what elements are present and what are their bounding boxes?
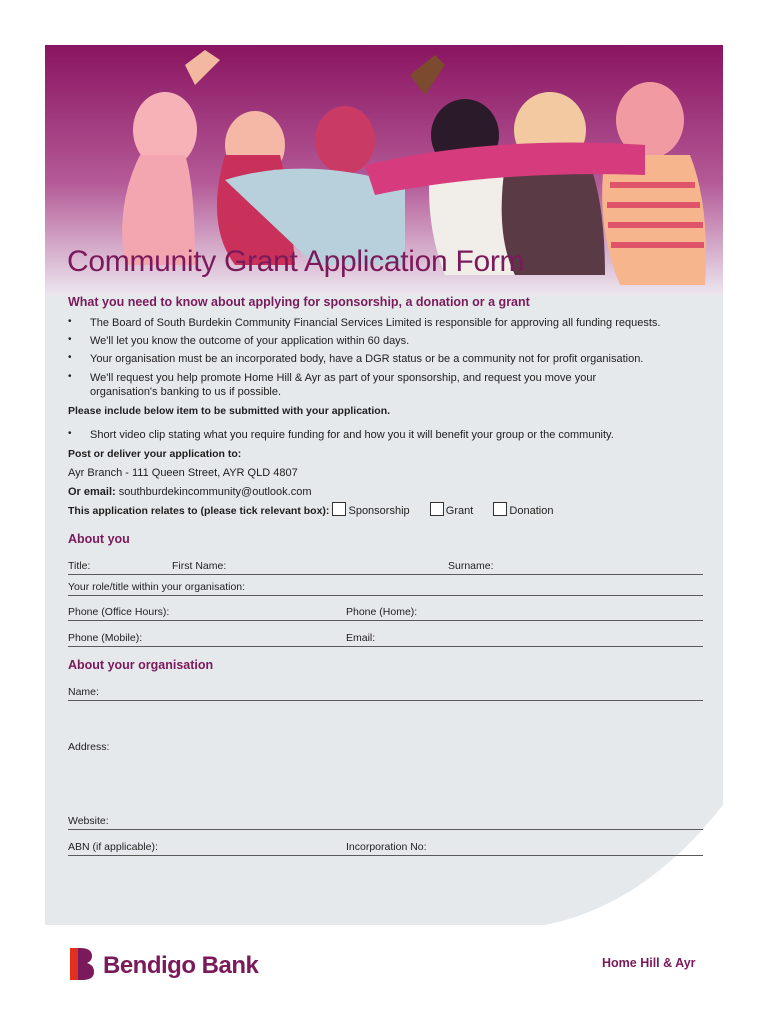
branch-name: Home Hill & Ayr <box>602 956 696 970</box>
org-name-label: Name: <box>68 686 99 698</box>
surname-label: Surname: <box>448 560 494 572</box>
donation-checkbox[interactable] <box>493 502 507 516</box>
about-you-fields <box>68 560 708 660</box>
donation-label: Donation <box>509 505 554 517</box>
need-to-know-heading: What you need to know about applying for sponsorship, a donation or a grant <box>68 295 530 309</box>
about-org-heading: About your organisation <box>68 658 214 672</box>
post-address: Ayr Branch - 111 Queen Street, AYR QLD 4807 <box>68 467 298 479</box>
org-name-field[interactable] <box>68 700 703 701</box>
title-label: Title: <box>68 560 91 572</box>
include-heading: Please include below item to be submitted with your application. <box>68 405 391 417</box>
email-label: Or email: <box>68 486 116 498</box>
first-name-label: First Name: <box>172 560 227 572</box>
sponsorship-checkbox[interactable] <box>332 502 346 516</box>
about-you-heading: About you <box>68 532 130 546</box>
sponsorship-label: Sponsorship <box>348 505 410 517</box>
bendigo-logo-icon <box>68 948 94 980</box>
address-label: Address: <box>68 741 110 753</box>
name-field[interactable] <box>68 574 703 575</box>
brand-name: Bendigo Bank <box>103 952 259 979</box>
relates-row <box>68 502 553 518</box>
phone-mobile-label: Phone (Mobile): <box>68 632 143 644</box>
abn-label: ABN (if applicable): <box>68 841 158 853</box>
abn-field[interactable] <box>68 855 703 856</box>
relates-label: This application relates to (please tick relevant box): <box>68 505 330 517</box>
website-label: Website: <box>68 815 109 827</box>
grant-checkbox[interactable] <box>430 502 444 516</box>
post-label: Post or deliver your application to: <box>68 448 242 460</box>
incorporation-label: Incorporation No: <box>346 841 427 853</box>
role-label: Your role/title within your organisation: <box>68 581 246 593</box>
about-org-fields <box>68 686 708 866</box>
email-line <box>68 485 312 499</box>
email-field-label: Email: <box>346 632 376 644</box>
footer <box>0 930 770 1024</box>
grant-label: Grant <box>445 505 474 517</box>
phone-field[interactable] <box>68 620 703 621</box>
role-field[interactable] <box>68 595 703 596</box>
email-address: southburdekincommunity@outlook.com <box>118 486 312 498</box>
website-field[interactable] <box>68 829 703 830</box>
phone-office-label: Phone (Office Hours): <box>68 606 170 618</box>
phone-home-label: Phone (Home): <box>346 606 418 618</box>
page-title: Community Grant Application Form <box>67 245 525 278</box>
mobile-email-field[interactable] <box>68 646 703 647</box>
